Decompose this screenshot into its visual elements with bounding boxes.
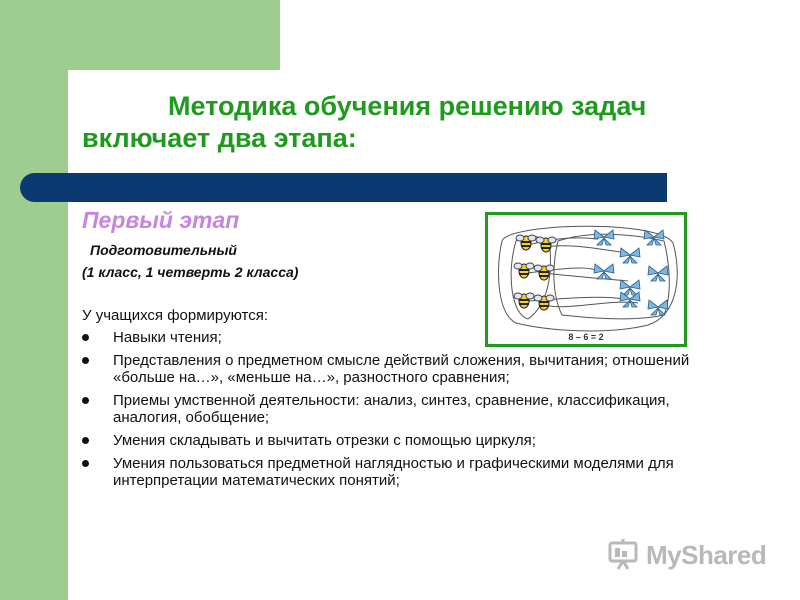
bees-butterflies-illustration [485,212,687,347]
intro-text: У учащихся формируются: [82,307,268,324]
stage-title: Первый этап [82,207,240,233]
bullet-list [82,329,712,495]
slide-title [82,90,742,154]
stage-subtitle: Подготовительный [90,242,237,258]
list-item: Представления о предметном смысле действий сложения, вычитания; отношений «больше на…», «меньше на…», разностного сравнения; [82,352,712,386]
butterfly-group [594,230,668,315]
stage-period: (1 класс, 1 четверть 2 класса) [82,264,299,280]
list-item: Навыки чтения; [82,329,712,346]
list-item: Приемы умственной деятельности: анализ, синтез, сравнение, классификация, аналогия, обобщение; [82,392,712,426]
logo-text: MyShared [646,540,767,570]
figure-equation: 8 – 6 = 2 [568,332,604,342]
title-line-1: Методика обучения решению задач [168,91,647,121]
title-line-2: включает два этапа: [82,123,357,153]
title-divider-bar [20,173,667,202]
side-decoration [0,0,68,600]
presentation-board-icon [606,537,642,571]
illustration-drawing [488,215,684,344]
watermark-logo [606,537,766,571]
list-item: Умения складывать и вычитать отрезки с помощью циркуля; [82,432,712,449]
list-item: Умения пользоваться предметной наглядностью и графическими моделями для интерпретации математических понятий; [82,455,712,489]
top-decoration [0,0,280,70]
